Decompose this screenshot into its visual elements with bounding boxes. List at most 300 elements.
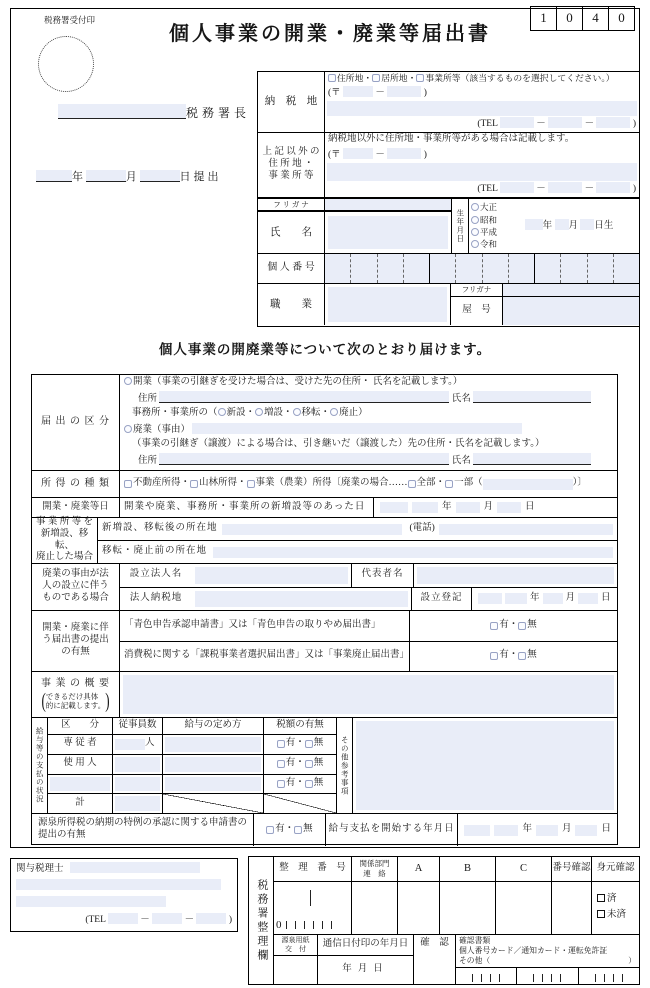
yago-furigana-row — [451, 284, 639, 297]
zeirishi-field-3[interactable] — [16, 896, 166, 907]
jigyosho-after-row — [98, 518, 617, 541]
job-field-wrap — [325, 284, 450, 325]
other-address-postal — [325, 147, 639, 163]
hojin-label-2: 人の設立に伴う — [42, 581, 109, 592]
hojin-label-3: ものである場合 — [42, 592, 109, 603]
yago-block — [450, 284, 639, 325]
count-field[interactable] — [115, 757, 160, 772]
tick-cell[interactable] — [517, 968, 578, 984]
radio-icon[interactable] — [471, 228, 479, 236]
hojin-rep-field[interactable] — [417, 567, 614, 584]
paren-open: ( — [41, 688, 46, 713]
count-field[interactable] — [115, 796, 160, 811]
checkbox-icon[interactable] — [277, 740, 285, 748]
birthdate-label: 生年月日 — [451, 199, 468, 253]
hojin-touki-date — [472, 588, 617, 611]
year-field[interactable] — [505, 593, 527, 604]
era-field[interactable] — [478, 593, 502, 604]
kankei-header-2: 連 絡 — [363, 868, 386, 878]
gensen-start-date — [458, 814, 617, 846]
nozeichi-address-field[interactable] — [327, 101, 637, 116]
radio-icon[interactable] — [293, 408, 301, 416]
teishutsu-blue-yesno — [410, 611, 617, 641]
kubun-addr-label: 住所 — [138, 394, 158, 405]
zeimusho-body-row — [274, 882, 639, 935]
opt-haishi: 廃止） — [339, 408, 368, 419]
opt-zosetsu: 増設・ — [264, 408, 293, 419]
kyuyo-blank-tax — [264, 775, 336, 794]
postal-field-2[interactable] — [387, 148, 421, 159]
teishutsu-label-3: の有無 — [61, 646, 90, 657]
shotoku-label: 所 得 の 種 類 — [32, 471, 120, 497]
teishutsu-tax-yesno — [410, 642, 617, 672]
kubun-name-field[interactable] — [473, 391, 591, 403]
hojin-touki-label: 設立登記 — [412, 588, 472, 611]
hojin-address-field[interactable] — [195, 591, 408, 608]
tax-office-line — [58, 104, 250, 121]
mynumber-label: 個 人 番 号 — [258, 254, 325, 283]
sonota-field[interactable] — [356, 721, 614, 810]
gaiyo-note-1: できるだけ具体 — [45, 691, 99, 701]
checkbox-icon[interactable] — [190, 480, 198, 488]
kyuyo-row-total — [48, 794, 336, 813]
main-table — [31, 374, 618, 845]
other-address-row — [258, 133, 639, 199]
gaiyo-label-wrap — [32, 672, 120, 717]
checkbox-icon[interactable] — [490, 652, 498, 660]
mynumber-row — [258, 254, 639, 284]
submit-month-label: 月 — [125, 171, 137, 183]
hojin-address-label: 法人納税地 — [129, 592, 183, 603]
tick-cell[interactable] — [579, 968, 639, 984]
kubun-name2-field[interactable] — [473, 453, 591, 465]
other-address-tel — [325, 181, 639, 197]
submit-year-field[interactable] — [36, 170, 72, 182]
jigyosho-after-label: 新増設、移転後の所在地 — [101, 523, 218, 534]
page-title: 個人事業の開業・廃業等届出書 — [169, 23, 491, 45]
birth-day-field[interactable] — [580, 219, 594, 230]
kakunin-col: 確 認 — [414, 935, 456, 984]
tel-close: ) — [228, 914, 232, 925]
checkbox-icon[interactable] — [597, 894, 605, 902]
furigana-label: フ リ ガ ナ — [258, 199, 325, 210]
tel-dash: － — [536, 119, 546, 130]
other-address-label-1: 上 記 以 外 の — [262, 147, 320, 158]
kyuyo-header-row — [48, 718, 336, 735]
name-label: 氏 名 — [258, 212, 325, 253]
tick-mark — [310, 890, 311, 906]
birth-year-field[interactable] — [525, 219, 543, 230]
day-label: 日 — [525, 501, 535, 512]
checkbox-icon[interactable] — [518, 622, 526, 630]
seiri-bango-header: 整 理 番 号 — [274, 857, 352, 881]
gensen-yesno — [254, 814, 326, 846]
other-address-label — [258, 133, 325, 197]
docs-other-open: その他（ — [459, 955, 491, 965]
checkbox-icon[interactable] — [266, 826, 274, 834]
hojin-label-1: 廃業の事由が法 — [42, 569, 109, 580]
sonota-field-wrap — [353, 718, 617, 813]
nozeichi-row — [258, 72, 639, 133]
year-field[interactable] — [494, 825, 518, 836]
receipt-stamp-label: 税務署受付印 — [44, 15, 96, 25]
kubun-addr-field[interactable] — [159, 391, 449, 403]
kyuyo-total-method-slash — [163, 794, 264, 813]
col-a-header: A — [398, 857, 440, 881]
gaiyo-field[interactable] — [123, 675, 614, 714]
kyuyo-senju-tax — [264, 735, 336, 754]
postal-field-1[interactable] — [343, 148, 373, 159]
opt-zenbu: 全部・ — [416, 478, 446, 489]
opt-jigyo: 事業（農業）所得〔廃業の場合…… — [255, 478, 408, 489]
nozeichi-content — [325, 72, 639, 132]
col-b-cell[interactable] — [440, 882, 496, 934]
name-birth-row — [258, 199, 639, 254]
gaiyo-note-2: 的に記載します。 — [45, 701, 106, 711]
postal-field-1[interactable] — [343, 86, 373, 97]
yes-label: 有・ — [499, 650, 519, 661]
kyuyo-row-shiyonin — [48, 755, 336, 775]
tel-field-3[interactable] — [596, 117, 630, 128]
tel-field-3[interactable] — [596, 182, 630, 193]
tel-field-2[interactable] — [548, 117, 582, 128]
job-field[interactable] — [328, 287, 447, 322]
bango-kakunin-cell[interactable] — [552, 882, 592, 934]
kubun-label: 届 出 の 区 分 — [32, 375, 120, 470]
kyuyo-senju-method-wrap — [163, 735, 264, 754]
day-field[interactable] — [575, 825, 597, 836]
year-field[interactable] — [412, 502, 438, 513]
yes-label: 有・ — [499, 619, 519, 630]
hojin-name-field[interactable] — [195, 567, 348, 584]
kyuyo-table — [48, 718, 336, 813]
gensen-start-label: 給与支払を開始する年月日 — [326, 814, 459, 846]
checkbox-icon[interactable] — [490, 622, 498, 630]
jigyosho-before-row — [98, 541, 617, 563]
submit-month-field[interactable] — [86, 170, 126, 182]
radio-icon[interactable] — [330, 408, 338, 416]
era-reiwa: 令和 — [480, 239, 498, 250]
kyuyo-shiyonin-label: 使 用 人 — [48, 755, 113, 774]
year-label: 年 — [342, 963, 358, 974]
teishutsu-label — [32, 611, 120, 671]
tel-open: (TEL — [477, 184, 498, 195]
day-label: 日 — [601, 592, 611, 603]
tel-open: (TEL — [477, 119, 498, 130]
nozeichi-label: 納 税 地 — [258, 72, 325, 132]
other-address-content — [325, 133, 639, 197]
tel-field-2[interactable] — [548, 182, 582, 193]
job-label: 職 業 — [258, 284, 325, 325]
kankei-header-1: 関係部門 — [359, 859, 390, 869]
gensen-row — [32, 814, 617, 846]
tel-field-3[interactable] — [196, 913, 226, 924]
radio-icon[interactable] — [471, 240, 479, 248]
hojin-rep-label: 代表者名 — [352, 564, 414, 587]
mynumber-cells[interactable] — [325, 254, 639, 283]
zeimusho-bottom-row — [274, 935, 639, 984]
name-row — [258, 212, 451, 253]
birth-month-label: 月 — [568, 221, 579, 232]
name-field[interactable] — [328, 216, 448, 249]
nozeichi-postal — [325, 85, 639, 101]
tick-marks — [286, 921, 340, 933]
yes-label: 有・ — [275, 824, 295, 835]
jigyosho-before-field[interactable] — [213, 547, 613, 558]
kyuyo-blank-method-wrap — [163, 775, 264, 794]
checkbox-icon[interactable] — [305, 780, 313, 788]
tel-close: ) — [632, 184, 636, 195]
col-a-cell[interactable] — [398, 882, 440, 934]
mimoto-kakunin-cell — [592, 882, 639, 934]
other-address-field[interactable] — [327, 163, 637, 181]
gensen-text-1: 源泉所得税の納期の特例の承認に関する申請書の — [38, 818, 248, 829]
shotoku-close: ）〕 — [572, 478, 587, 489]
furigana-field[interactable] — [325, 199, 451, 210]
nozeichi-opt-jigyosho: 事業所等（該当するものを選択してください。） — [425, 73, 615, 83]
kyuyo-total-label: 計 — [48, 794, 113, 813]
teishutsu-label-2: う届出書の提出 — [42, 635, 109, 646]
kubun-haigyo-field[interactable] — [192, 423, 522, 434]
col-c-header: C — [496, 857, 552, 881]
gensen-yoshi-header — [274, 935, 317, 956]
gensen-yoshi-cell[interactable] — [274, 956, 317, 984]
gensen-text-2: 提出の有無 — [38, 830, 86, 840]
zeirishi-field-2[interactable] — [16, 879, 221, 890]
checkbox-icon[interactable] — [247, 480, 255, 488]
tick-cell[interactable] — [456, 968, 517, 984]
radio-icon[interactable] — [471, 216, 479, 224]
tel-dash: － — [584, 184, 595, 195]
identity-table — [257, 71, 640, 327]
kyuyo-side-label: 給与等の支払の状況 — [32, 718, 48, 813]
docs-col — [456, 935, 639, 984]
opt-sanrin: 山林所得・ — [199, 478, 247, 489]
hojin-content — [120, 564, 617, 610]
seiri-bango-cell[interactable] — [274, 882, 352, 934]
teishutsu-row — [32, 611, 617, 672]
paren-close: ) — [105, 688, 110, 713]
zeirishi-label: 関与税理士 — [16, 864, 64, 874]
postal-dash: － — [375, 87, 385, 98]
kubun-addr2-label: 住所 — [138, 456, 158, 467]
hojin-name-field-wrap — [192, 564, 352, 587]
kubun-note: （事業の引継ぎ（譲渡）による場合は、引き継いだ（譲渡した）先の住所・氏名を記載します。） — [132, 438, 545, 449]
shotoku-content — [120, 471, 617, 497]
checkbox-icon[interactable] — [124, 480, 132, 488]
kyuyo-total-tax-slash — [264, 794, 336, 813]
count-field[interactable] — [115, 777, 160, 792]
gensen-yoshi-1: 源泉用紙 — [281, 935, 310, 944]
jigyosho-tel-field[interactable] — [439, 524, 613, 535]
tsushin-header: 通信日付印の年月日 — [318, 935, 413, 956]
kubun-row — [32, 375, 617, 471]
kyuyo-row-blank — [48, 775, 336, 795]
era-heisei: 平成 — [480, 227, 498, 237]
yago-furigana-field[interactable] — [503, 284, 639, 296]
month-label: 月 — [357, 963, 374, 974]
opt-ichibu: 一部（ — [454, 478, 483, 489]
kyuyo-h-kubun: 区 分 — [48, 718, 113, 734]
tel-open: (TEL — [85, 914, 106, 925]
checkbox-icon[interactable] — [305, 760, 313, 768]
day-field[interactable] — [578, 593, 598, 604]
nozeichi-opt-jusho: 住所地・ — [337, 73, 373, 83]
checkbox-icon[interactable] — [277, 780, 285, 788]
postal-field-2[interactable] — [387, 86, 421, 97]
docs-text — [456, 935, 639, 967]
tax-office-name-field[interactable] — [58, 104, 186, 119]
kyuyo-block — [32, 718, 617, 814]
zeimusho-box — [248, 856, 640, 985]
radio-icon[interactable] — [471, 203, 479, 211]
method-field[interactable] — [165, 757, 261, 772]
form-code-digit: 1 — [530, 6, 557, 31]
yago-row — [451, 297, 639, 325]
tel-field-1[interactable] — [500, 182, 534, 193]
gensen-yoshi-2: 交 付 — [285, 944, 306, 953]
checkbox-icon[interactable] — [408, 480, 416, 488]
era-field[interactable] — [464, 825, 490, 836]
hojin-row — [32, 564, 617, 611]
job-row — [258, 284, 639, 325]
kubun-field[interactable] — [50, 777, 110, 792]
checkbox-icon[interactable] — [597, 910, 605, 918]
tel-field-2[interactable] — [152, 913, 182, 924]
checkbox-icon[interactable] — [277, 760, 285, 768]
submit-date-line — [36, 170, 222, 185]
gensen-yoshi-col — [274, 935, 318, 984]
kubun-office-prefix: 事務所・事業所の（ — [132, 408, 218, 419]
radio-icon[interactable] — [218, 408, 226, 416]
checkbox-icon[interactable] — [416, 74, 424, 82]
yes-label: 有・ — [285, 738, 305, 749]
checkbox-icon[interactable] — [445, 480, 453, 488]
hojin-address-row — [120, 588, 617, 611]
jigyosho-label-3: 廃止した場合 — [35, 552, 93, 563]
col-c-cell[interactable] — [496, 882, 552, 934]
birth-month-field[interactable] — [555, 219, 569, 230]
kyuyo-blank-label-wrap — [48, 775, 113, 794]
kubun-addr2-field[interactable] — [159, 453, 449, 465]
month-field[interactable] — [536, 825, 558, 836]
yes-label: 有・ — [285, 777, 305, 788]
tel-dash: － — [584, 119, 595, 130]
checkbox-icon[interactable] — [328, 74, 336, 82]
teishutsu-label-1: 開業・廃業に伴 — [42, 623, 109, 634]
gensen-text — [32, 814, 254, 846]
name-field-wrap — [325, 212, 451, 253]
postal-close: ) — [423, 87, 427, 98]
checkbox-icon[interactable] — [518, 652, 526, 660]
jigyosho-content — [98, 518, 617, 563]
checkbox-icon[interactable] — [124, 377, 132, 385]
gaiyo-note — [41, 688, 110, 713]
tel-dash: － — [536, 184, 546, 195]
jigyosho-after-field[interactable] — [222, 524, 402, 535]
tel-field-1[interactable] — [108, 913, 138, 924]
mimoto-kakunin-header: 身元確認 — [596, 862, 635, 873]
opt-fudosan: 不動産所得・ — [133, 478, 191, 489]
month-field[interactable] — [456, 502, 480, 513]
method-field[interactable] — [165, 737, 261, 752]
checkbox-icon[interactable] — [372, 74, 380, 82]
checkbox-icon[interactable] — [294, 826, 302, 834]
teishutsu-content — [120, 611, 617, 671]
kankei-cell[interactable] — [352, 882, 398, 934]
kubun-name2-label: 氏名 — [451, 456, 471, 467]
submit-day-suffix: 日提出 — [179, 171, 222, 183]
method-field[interactable] — [165, 777, 261, 792]
year-label: 年 — [530, 592, 540, 603]
count-field[interactable] — [115, 739, 145, 750]
jigyosho-label-2: 新増設、移転、 — [40, 528, 89, 551]
name-block — [258, 199, 451, 253]
hojin-label — [32, 564, 120, 610]
kyuyo-shiyonin-tax — [264, 755, 336, 774]
form-code-boxes — [531, 6, 635, 31]
shotoku-ichibu-field[interactable] — [483, 479, 573, 490]
other-address-label-2: 住 所 地 ・ — [268, 159, 314, 170]
month-label: 月 — [483, 501, 494, 512]
sonota-side-label: その他参考事項 — [336, 718, 353, 813]
zeirishi-name-field[interactable] — [70, 862, 200, 873]
form-code-digit: 0 — [556, 6, 583, 31]
hojin-address-field-wrap — [192, 588, 412, 611]
kyuyo-blank-count-wrap — [113, 775, 163, 794]
radio-icon[interactable] — [255, 408, 263, 416]
checkbox-icon[interactable] — [305, 740, 313, 748]
submit-year-label: 年 — [72, 171, 83, 183]
opt-shinsetsu: 新設・ — [226, 408, 256, 419]
day-field[interactable] — [497, 502, 521, 513]
checkbox-icon[interactable] — [124, 425, 132, 433]
other-address-label-3: 事 業 所 等 — [268, 170, 314, 181]
open-close-date-row — [32, 498, 617, 518]
kyuyo-shiyonin-count-wrap — [113, 755, 163, 774]
month-label: 月 — [565, 592, 576, 603]
tel-dash: － — [140, 914, 150, 925]
gaiyo-label: 事 業 の 概 要 — [41, 678, 110, 690]
month-field[interactable] — [543, 593, 563, 604]
day-label: 日 — [373, 963, 389, 974]
zeimusho-header-row — [274, 857, 639, 882]
yes-label: 有・ — [285, 758, 305, 769]
form-code-digit: 4 — [582, 6, 609, 31]
yago-field[interactable] — [503, 297, 639, 325]
year-label: 年 — [522, 824, 532, 835]
zeirishi-box — [10, 858, 238, 932]
kubun-content — [120, 375, 617, 470]
docs-title: 確認書類 — [459, 935, 491, 945]
docs-kinds: 個人番号カード／通知カード・運転免許証 — [459, 945, 608, 955]
tel-field-1[interactable] — [500, 117, 534, 128]
era-field[interactable] — [380, 502, 408, 513]
submit-day-field[interactable] — [140, 170, 180, 182]
kyuyo-h-headcount: 従事員数 — [113, 718, 163, 734]
birthdate-content — [468, 199, 639, 253]
kyuyo-senju-count — [113, 735, 163, 754]
kyuyo-senju-label: 専 従 者 — [48, 735, 113, 754]
nozeichi-options — [325, 72, 639, 85]
tax-office-suffix: 税務署長 — [186, 106, 251, 120]
teishutsu-blue-text: 「青色申告承認申請書」又は「青色申告の取りやめ届出書」 — [120, 611, 410, 641]
no-label: 無 — [303, 824, 313, 835]
open-close-date-text: 開業や廃業、事務所・事業所の新増設等のあった日 — [124, 501, 366, 512]
postal-open: (〒 — [328, 87, 341, 98]
month-label: 月 — [561, 824, 572, 835]
no-label: 無 — [313, 758, 324, 769]
